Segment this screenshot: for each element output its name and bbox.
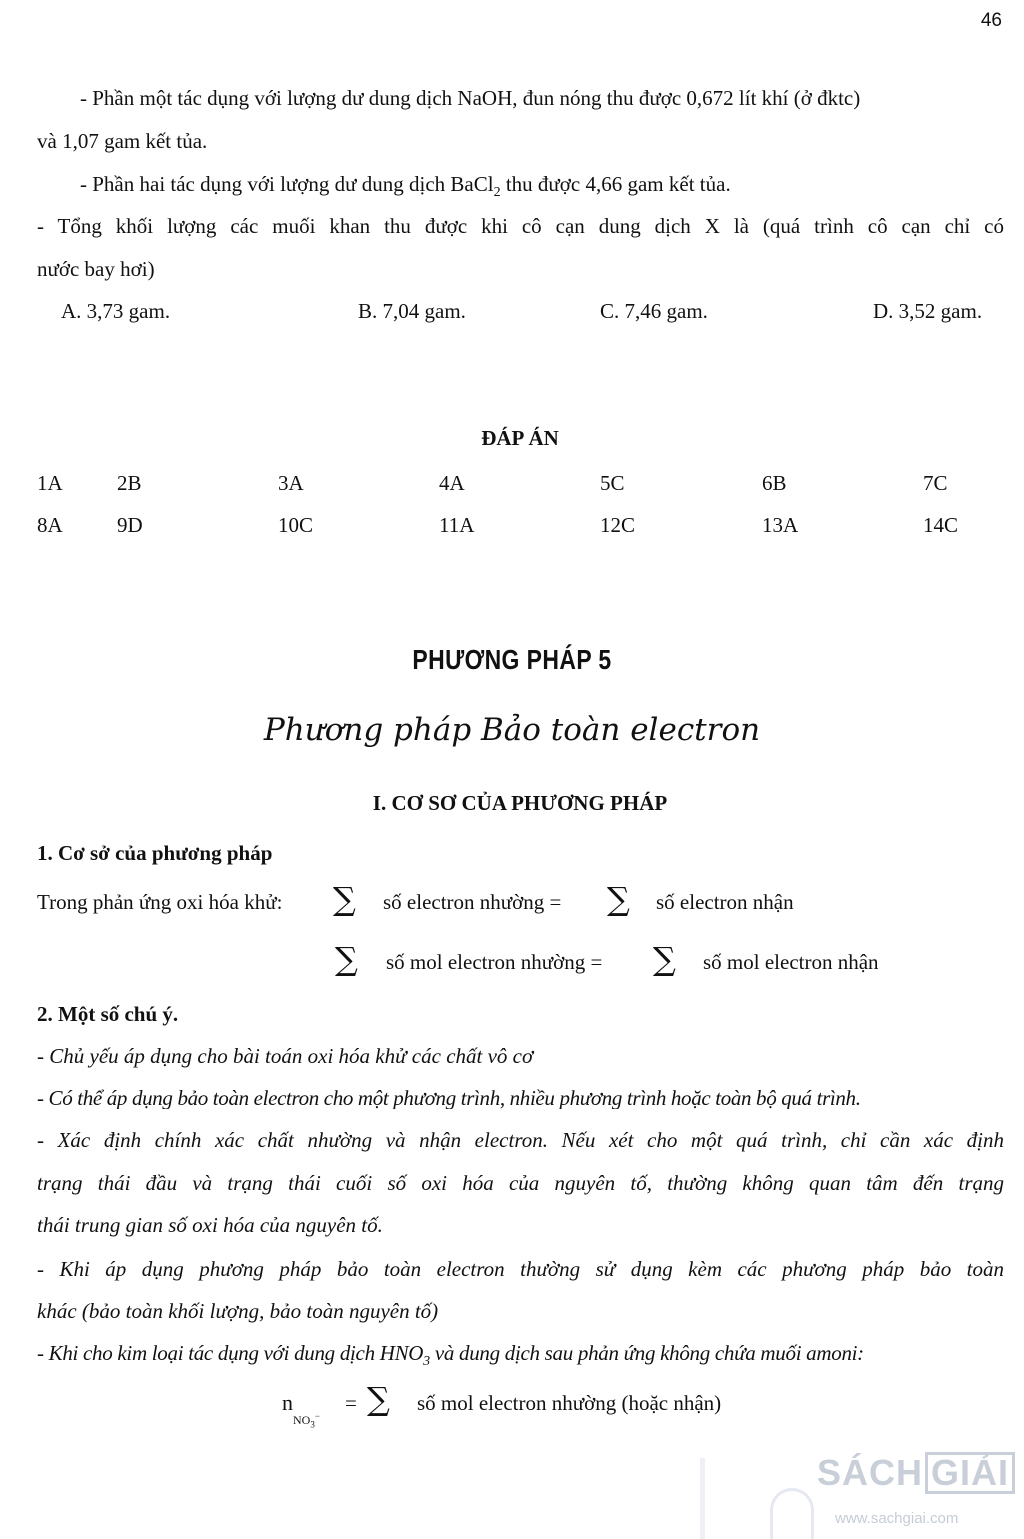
electron-received-text: số electron nhận	[656, 890, 794, 914]
formula-equals: =	[345, 1391, 357, 1415]
redox-line-1: Trong phản ứng oxi hóa khử:	[37, 890, 283, 914]
sigma-icon: ∑	[607, 880, 630, 918]
note-1: - Chủ yếu áp dụng cho bài toán oxi hóa khử các chất vô cơ	[37, 1044, 534, 1068]
answer-cell: 8A	[37, 513, 63, 537]
sigma-icon: ∑	[653, 940, 676, 978]
sigma-icon: ∑	[333, 880, 356, 918]
question-line2: nước bay hơi)	[37, 257, 155, 281]
option-c[interactable]: C. 7,46 gam.	[600, 299, 708, 323]
part2-line: - Phần hai tác dụng với lượng dư dung dịch BaCl$_2$ thu được 4,66 gam kết tủa.	[80, 172, 731, 201]
answer-cell: 13A	[762, 513, 799, 537]
answer-cell: 5C	[600, 471, 625, 495]
answer-cell: 6B	[762, 471, 787, 495]
note-4-line1: - Khi áp dụng phương pháp bảo toàn electron thường sử dụng kèm các phương pháp bảo toàn	[37, 1257, 1004, 1281]
page-number: 46	[980, 10, 1002, 31]
mol-electron-received-text: số mol electron nhận	[703, 950, 879, 974]
note-3-line3: thái trung gian số oxi hóa của nguyên tố.	[37, 1213, 383, 1237]
logo-text: SÁCH GIẢI	[817, 1452, 1015, 1494]
logo-url: www.sachgiai.com	[835, 1510, 959, 1527]
part1-line2: và 1,07 gam kết tủa.	[37, 129, 208, 153]
question-line1: - Tổng khối lượng các muối khan thu được khi cô cạn dung dịch X là (quá trình cô cạn chỉ có	[37, 214, 1004, 238]
answer-cell: 7C	[923, 471, 948, 495]
answers-title: ĐÁP ÁN	[481, 426, 559, 450]
sachgiai-logo[interactable]	[815, 1448, 1020, 1536]
answer-cell: 9D	[117, 513, 143, 537]
answer-cell: 4A	[439, 471, 465, 495]
option-b[interactable]: B. 7,04 gam.	[358, 299, 466, 323]
note-2: - Có thể áp dụng bảo toàn electron cho một phương trình, nhiều phương trình hoặc toàn bộ quá trình.	[37, 1088, 861, 1109]
electron-given-text: số electron nhường =	[383, 890, 562, 914]
answer-cell: 11A	[439, 513, 475, 537]
answer-cell: 12C	[600, 513, 636, 537]
option-d[interactable]: D. 3,52 gam.	[873, 299, 983, 323]
watermark-ring	[770, 1488, 814, 1539]
answer-cell: 3A	[278, 471, 304, 495]
answer-cell: 14C	[923, 513, 959, 537]
note-4-line2: khác (bảo toàn khối lượng, bảo toàn nguyên tố)	[37, 1299, 439, 1323]
note-5: - Khi cho kim loại tác dụng với dung dịch $HNO_3$ và dung dịch sau phản ứng không chứa muối amoni:	[37, 1343, 864, 1370]
watermark-bar	[700, 1458, 705, 1539]
answer-cell: 1A	[37, 471, 63, 495]
note-3-line1: - Xác định chính xác chất nhường và nhận electron. Nếu xét cho một quá trình, chỉ cần xác định	[37, 1128, 1004, 1152]
nitrate-formula: $n_{NO_3^-}$	[282, 1390, 320, 1430]
subsection-heading-1: 1. Cơ sở của phương pháp	[37, 841, 273, 865]
sigma-icon: ∑	[335, 940, 358, 978]
option-a[interactable]: A. 3,73 gam.	[61, 299, 171, 323]
part1-line1: - Phần một tác dụng với lượng dư dung dịch NaOH, đun nóng thu được 0,672 lít khí (ở đktc)	[80, 86, 861, 110]
chapter-subtitle: Phương pháp Bảo toàn electron	[263, 712, 761, 748]
note-3-line2: trạng thái đầu và trạng thái cuối số oxi hóa của nguyên tố, thường không quan tâm đến trạng	[37, 1171, 1004, 1195]
answer-cell: 10C	[278, 513, 314, 537]
sigma-icon: ∑	[367, 1380, 390, 1418]
subsection-heading-2: 2. Một số chú ý.	[37, 1002, 179, 1026]
answer-cell: 2B	[117, 471, 142, 495]
formula-text: số mol electron nhường (hoặc nhận)	[417, 1391, 722, 1415]
mol-electron-given-text: số mol electron nhường =	[386, 950, 603, 974]
chapter-title: PHƯƠNG PHÁP 5	[412, 644, 612, 675]
section-heading: I. CƠ SƠ CỦA PHƯƠNG PHÁP	[372, 791, 668, 815]
